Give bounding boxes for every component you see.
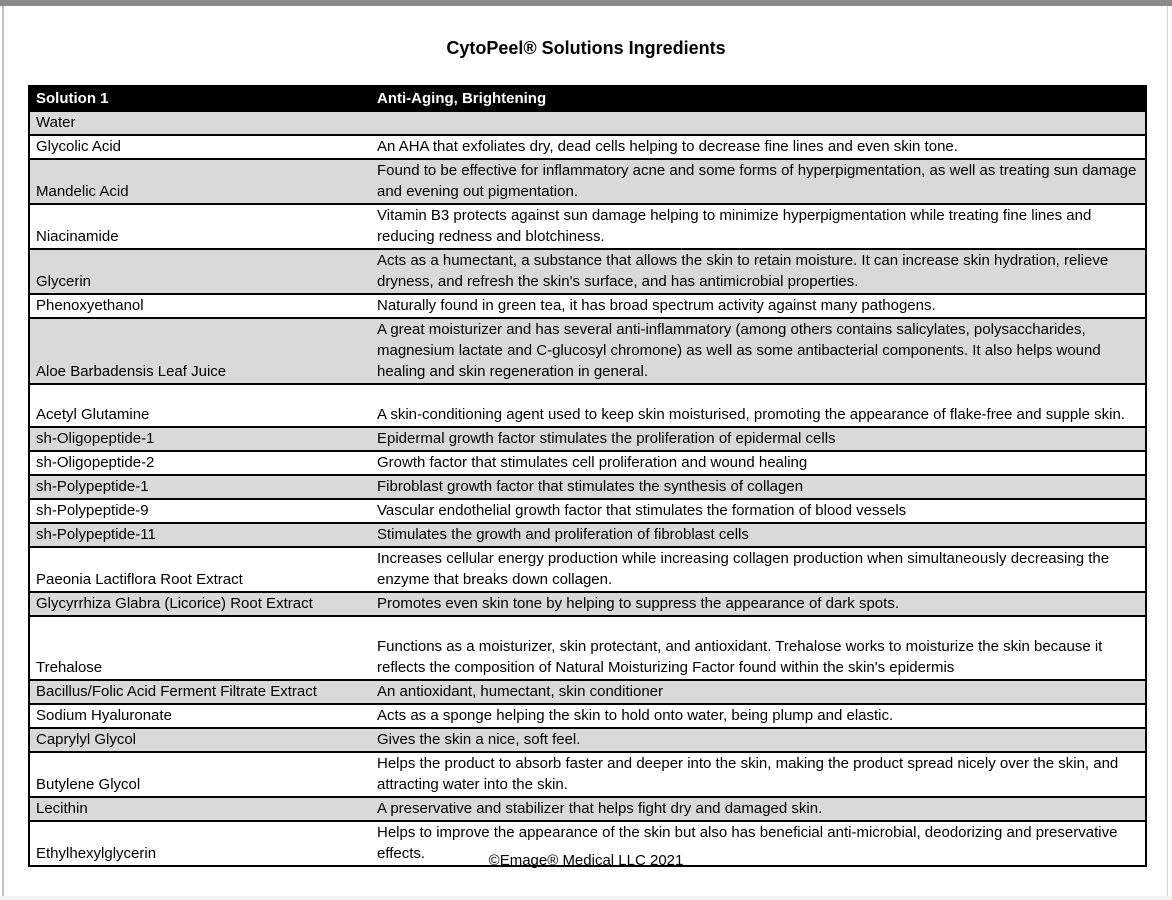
page-bottom-edge <box>0 896 1172 900</box>
ingredient-name: sh-Polypeptide-1 <box>36 478 149 495</box>
ingredient-name: Paeonia Lactiflora Root Extract <box>36 571 243 588</box>
ingredient-name: Glycyrrhiza Glabra (Licorice) Root Extract <box>36 595 313 612</box>
ingredient-description: Acts as a humectant, a substance that allows the skin to retain moisture. It can increase skin hydration, relieve dryness, and refresh the skin's surface, and has antimicrobial properties. <box>377 252 1109 290</box>
table-row <box>29 523 1146 547</box>
ingredient-description: Naturally found in green tea, it has broad spectrum activity against many pathogens. <box>377 297 936 314</box>
ingredient-name: Butylene Glycol <box>36 776 141 793</box>
header-category: Anti-Aging, Brightening <box>371 86 1146 111</box>
ingredient-description: Gives the skin a nice, soft feel. <box>377 731 581 748</box>
table-row <box>29 111 1146 135</box>
ingredient-description: Functions as a moisturizer, skin protectant, and antioxidant. Trehalose works to moisturize the skin because it reflects the composition of Natural Moisturizing Factor found within the skin's epidermis <box>377 638 1103 676</box>
ingredient-name: sh-Oligopeptide-1 <box>36 430 155 447</box>
ingredient-name: sh-Polypeptide-9 <box>36 502 149 519</box>
table-row <box>29 159 1146 204</box>
ingredient-description: A skin-conditioning agent used to keep skin moisturised, promoting the appearance of flake-free and supple skin. <box>377 406 1125 423</box>
ingredient-name: Glycerin <box>36 273 92 290</box>
table-row <box>29 592 1146 616</box>
ingredient-name: sh-Polypeptide-11 <box>36 526 156 543</box>
ingredient-description: Vascular endothelial growth factor that stimulates the formation of blood vessels <box>377 502 907 519</box>
table-row <box>29 384 1146 427</box>
ingredient-description: Vitamin B3 protects against sun damage helping to minimize hyperpigmentation while treating fine lines and reducing redness and blotchiness. <box>377 207 1092 245</box>
ingredient-description: Fibroblast growth factor that stimulates the synthesis of collagen <box>377 478 804 495</box>
table-row <box>29 797 1146 821</box>
ingredient-description: Acts as a sponge helping the skin to hold onto water, being plump and elastic. <box>377 707 894 724</box>
table-row <box>29 499 1146 523</box>
ingredient-description: Helps the product to absorb faster and deeper into the skin, making the product spread nicely over the skin, and attracting water into the skin. <box>377 755 1119 793</box>
ingredient-name: Caprylyl Glycol <box>36 731 137 748</box>
ingredient-name: Trehalose <box>36 659 103 676</box>
ingredient-name: sh-Oligopeptide-2 <box>36 454 155 471</box>
table-row <box>29 547 1146 592</box>
ingredient-name: Bacillus/Folic Acid Ferment Filtrate Extract <box>36 683 317 700</box>
ingredient-name: Mandelic Acid <box>36 183 129 200</box>
ingredient-description: Promotes even skin tone by helping to suppress the appearance of dark spots. <box>377 595 899 612</box>
ingredient-description: An AHA that exfoliates dry, dead cells helping to decrease fine lines and even skin tone. <box>377 138 958 155</box>
ingredients-table <box>28 85 1145 867</box>
ingredient-description: Found to be effective for inflammatory acne and some forms of hyperpigmentation, as well as treating sun damage and evening out pigmentation. <box>377 162 1137 200</box>
table-row <box>29 680 1146 704</box>
ingredient-description: Growth factor that stimulates cell proliferation and wound healing <box>377 454 808 471</box>
ingredient-name: Phenoxyethanol <box>36 297 144 314</box>
ingredient-name: Niacinamide <box>36 228 119 245</box>
ingredient-description: An antioxidant, humectant, skin conditioner <box>377 683 664 700</box>
table-row <box>29 427 1146 451</box>
table-row <box>29 294 1146 318</box>
table-row <box>29 475 1146 499</box>
table-row <box>29 135 1146 159</box>
ingredient-description: Stimulates the growth and proliferation of fibroblast cells <box>377 526 749 543</box>
ingredient-description: Epidermal growth factor stimulates the proliferation of epidermal cells <box>377 430 836 447</box>
ingredient-description: Increases cellular energy production while increasing collagen production when simultaneously decreasing the enzyme that breaks down collagen. <box>377 550 1110 588</box>
ingredient-description <box>371 111 1146 135</box>
table-row <box>29 616 1146 680</box>
table-row <box>29 752 1146 797</box>
header-solution: Solution 1 <box>29 86 371 111</box>
ingredient-name: Glycolic Acid <box>36 138 122 155</box>
ingredient-name: Acetyl Glutamine <box>36 406 150 423</box>
table-row <box>29 704 1146 728</box>
ingredients-body <box>29 111 1146 866</box>
page-left-edge <box>2 6 4 900</box>
ingredient-name: Aloe Barbadensis Leaf Juice <box>36 363 227 380</box>
table-row <box>29 318 1146 384</box>
copyright-footer: ©Emage® Medical LLC 2021 <box>488 852 684 869</box>
table-row <box>29 249 1146 294</box>
page-right-edge <box>1167 6 1168 900</box>
ingredient-name: Lecithin <box>36 800 88 817</box>
ingredient-name: Sodium Hyaluronate <box>36 707 172 724</box>
ingredient-description: A great moisturizer and has several anti-inflammatory (among others contains salicylates, polysaccharides, magnesium lactate and C-glucosyl chromone) as well as some antibacterial components. It also helps wound healing and skin regeneration in general. <box>377 321 1101 380</box>
window-top-bar <box>0 0 1172 6</box>
ingredient-description: Helps to improve the appearance of the skin but also has beneficial anti-microbial, deodorizing and preservative effects. <box>377 824 1118 862</box>
ingredient-name: Ethylhexylglycerin <box>36 845 157 862</box>
table-header-row <box>29 86 1146 111</box>
ingredient-description: A preservative and stabilizer that helps fight dry and damaged skin. <box>377 800 823 817</box>
table-row <box>29 204 1146 249</box>
ingredient-name: Water <box>36 114 76 131</box>
table-row <box>29 728 1146 752</box>
page-title: CytoPeel® Solutions Ingredients <box>446 38 726 58</box>
table-row <box>29 451 1146 475</box>
